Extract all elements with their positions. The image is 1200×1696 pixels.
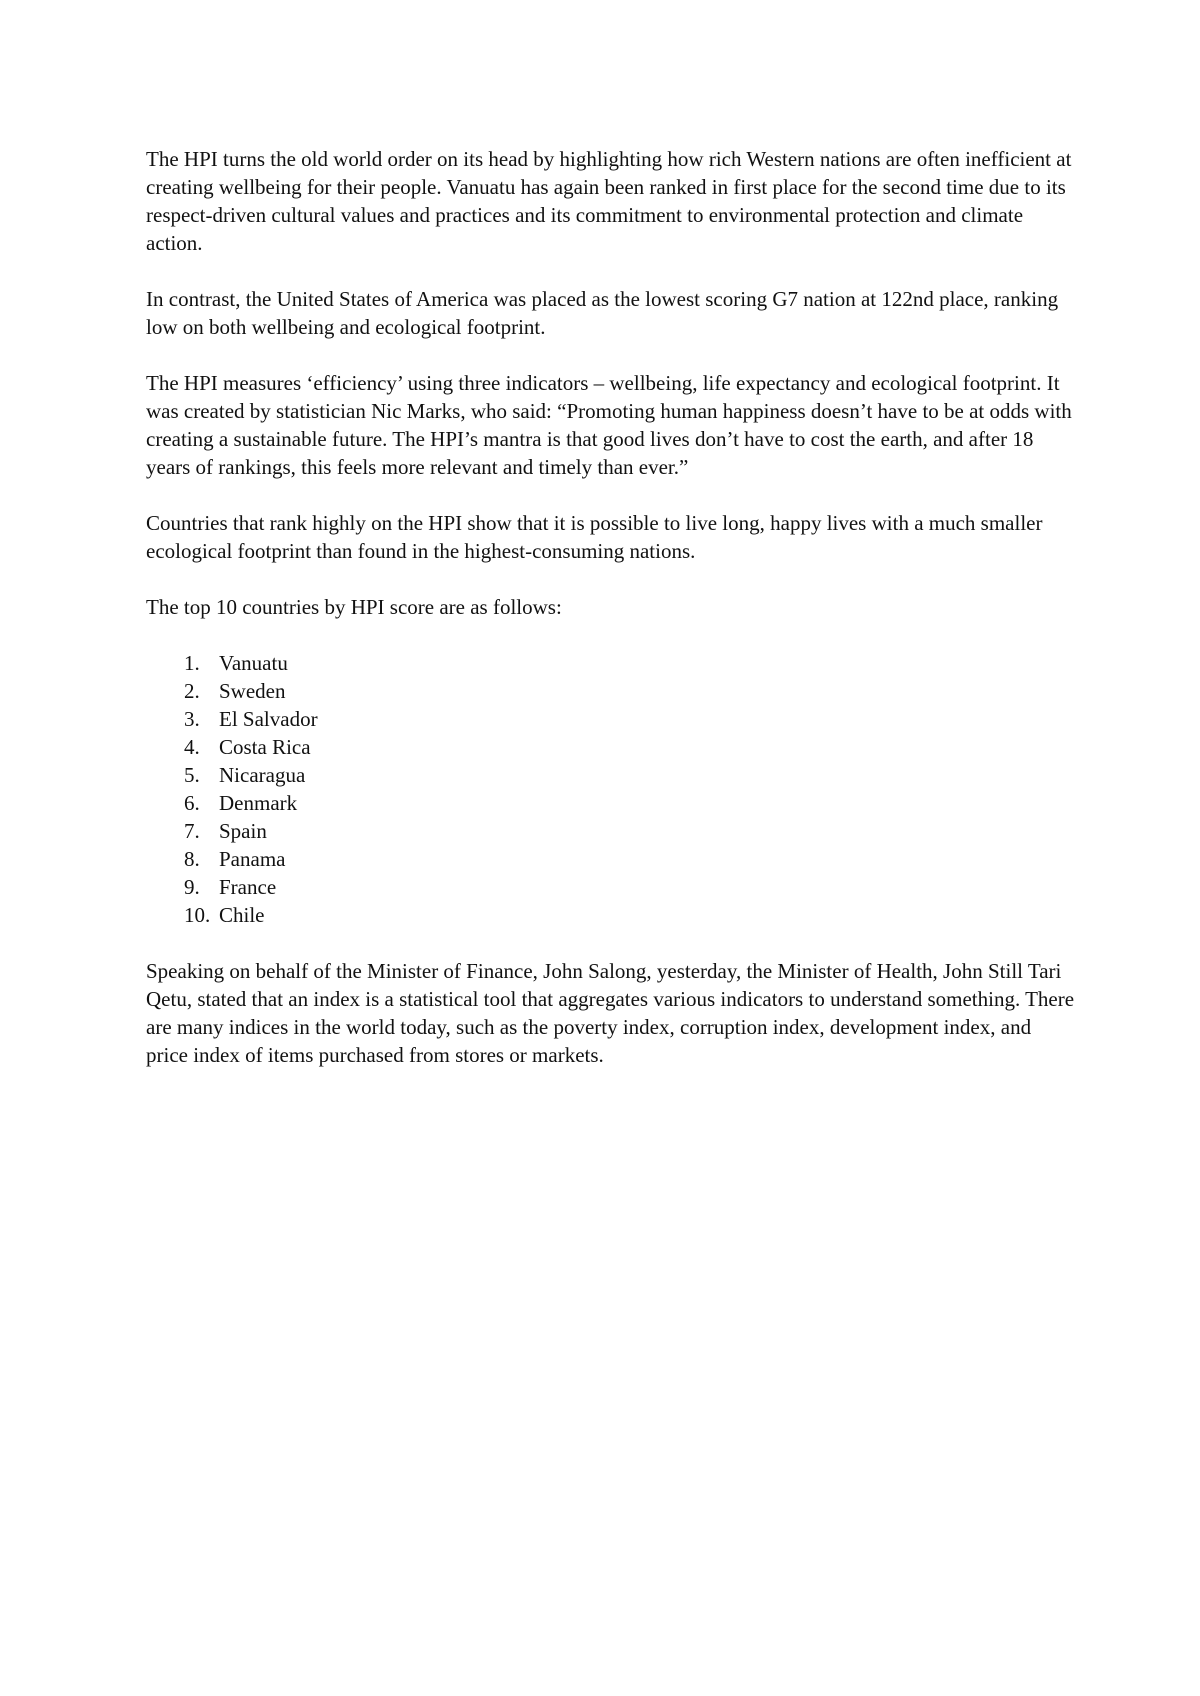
list-item bbox=[146, 817, 1076, 845]
list-item-country: France bbox=[219, 875, 277, 899]
list-item bbox=[146, 789, 1076, 817]
list-item-country: Costa Rica bbox=[219, 735, 311, 759]
list-item-country: Vanuatu bbox=[219, 651, 288, 675]
list-item-number: 5. bbox=[184, 763, 200, 787]
list-item-number: 2. bbox=[184, 679, 200, 703]
list-item bbox=[146, 761, 1076, 789]
paragraph-high-ranking-countries: Countries that rank highly on the HPI show that it is possible to live long, happy lives with a much smaller ecological footprint than found in the highest-consuming nations. bbox=[146, 511, 1043, 563]
list-item-number: 8. bbox=[184, 847, 200, 871]
list-item-country: Denmark bbox=[219, 791, 298, 815]
list-item bbox=[146, 901, 1076, 929]
document-body bbox=[146, 145, 1076, 1097]
paragraph-intro: The HPI turns the old world order on its head by highlighting how rich Western nations are often inefficient at creating wellbeing for their people. Vanuatu has again been ranked in first place for the second time due to its respect-driven cultural values and practices and its commitment to environmental protection and climate action. bbox=[146, 147, 1072, 255]
list-item-country: Panama bbox=[219, 847, 286, 871]
paragraph-minister-statement: Speaking on behalf of the Minister of Finance, John Salong, yesterday, the Minister of Health, John Still Tari Qetu, stated that an index is a statistical tool that aggregates various indicators to understand something. There are many indices in the world today, such as the poverty index, corruption index, development index, and price index of items purchased from stores or markets. bbox=[146, 959, 1075, 1067]
list-item-number: 4. bbox=[184, 735, 200, 759]
list-item-number: 9. bbox=[184, 875, 200, 899]
list-item-country: Chile bbox=[219, 903, 265, 927]
list-item-number: 6. bbox=[184, 791, 200, 815]
list-item-number: 1. bbox=[184, 651, 200, 675]
list-item-country: Spain bbox=[219, 819, 267, 843]
list-item bbox=[146, 873, 1076, 901]
top-countries-list bbox=[146, 649, 1076, 929]
list-item-country: El Salvador bbox=[219, 707, 318, 731]
list-item bbox=[146, 733, 1076, 761]
list-item bbox=[146, 677, 1076, 705]
list-item-number: 7. bbox=[184, 819, 200, 843]
paragraph-list-intro: The top 10 countries by HPI score are as follows: bbox=[146, 595, 562, 619]
list-item-number: 10. bbox=[184, 903, 211, 927]
list-item bbox=[146, 649, 1076, 677]
paragraph-hpi-measures: The HPI measures ‘efficiency’ using three indicators – wellbeing, life expectancy and ecological footprint. It was created by statistician Nic Marks, who said: “Promoting human happiness doesn’t have to be at odds with creating a sustainable future. The HPI’s mantra is that good lives don’t have to cost the earth, and after 18 years of rankings, this feels more relevant and timely than ever.” bbox=[146, 371, 1072, 479]
list-item bbox=[146, 705, 1076, 733]
list-item-number: 3. bbox=[184, 707, 200, 731]
list-item-country: Nicaragua bbox=[219, 763, 306, 787]
list-item-country: Sweden bbox=[219, 679, 286, 703]
paragraph-usa-ranking: In contrast, the United States of America was placed as the lowest scoring G7 nation at 122nd place, ranking low on both wellbeing and ecological footprint. bbox=[146, 287, 1059, 339]
list-item bbox=[146, 845, 1076, 873]
